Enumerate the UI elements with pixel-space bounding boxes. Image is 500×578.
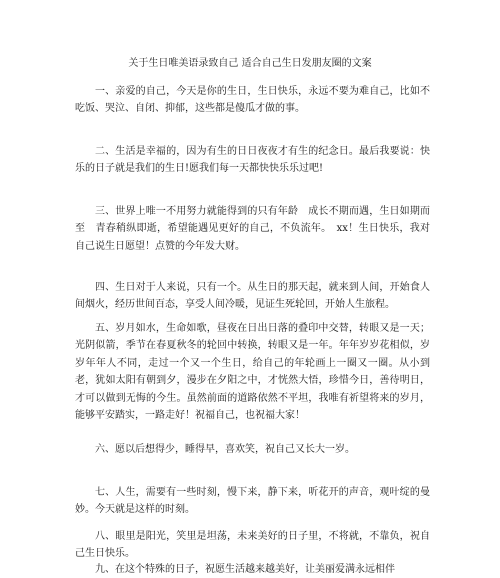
document-title: 关于生日唯美语录致自己 适合自己生日发朋友圈的文案 (128, 58, 372, 69)
paragraph-6: 六、愿以后想得少，睡得早，喜欢笑，祝自己又长大一岁。 (95, 444, 355, 455)
paragraph-4: 四、生日对于人来说，只有一个。从生日的那天起，就来到人间，开始食人间烟火，经历世间百态，享受人间冷暖，见证生死轮回，开始人生旅程。 (75, 282, 430, 311)
paragraph-5: 五、岁月如水，生命如歌，昼夜在日出日落的叠印中交替，转眼又是一天；光阴似箭，季节在春夏秋冬的轮回中转换，转眼又是一年。年年岁岁花相似，岁岁年年人不同，走过一个又一个生日，给自己的年轮画上一圈又一圈。从小到老，犹如太阳有朝到夕，漫步在夕阳之中，才恍然大悟，珍惜今日，善待明日，才可以做到无悔的今生。虽然前面的道路依然不平坦，我唯有祈望将来的岁月，能够平安踏实，一路走好！祝福自己，也祝福大家！ (75, 323, 430, 422)
paragraph-3: 三、世界上唯一不用努力就能得到的只有年龄 成长不期而遇，生日如期而至 青春稍纵即逝，希望能遇见更好的自己，不负流年。 xx！生日快乐，我对自己说生日愿望！点赞的今年发大财。 (75, 206, 430, 252)
paragraph-9: 九、在这个特殊的日子，祝愿生活越来越美好，让美丽爱满永远相伴 (95, 564, 395, 575)
paragraph-7: 七、人生，需要有一些时刻，慢下来，静下来，听花开的声音，观叶绽的曼妙。今天就是这样的时刻。 (75, 487, 430, 516)
paragraph-2: 二、生活是幸福的，因为有生的日日夜夜才有生的纪念日。最后我要说：快乐的日子就是我们的生日!愿我们每一天都快快乐乐过吧! (75, 146, 430, 175)
paragraph-8: 八、眼里是阳光，笑里是坦荡，未来美好的日子里，不将就，不靠负，祝自己生日快乐。 (75, 531, 430, 560)
paragraph-1: 一、亲爱的自己，今天是你的生日，生日快乐，永远不要为难自己，比如不吃饭、哭泣、自闭、抑郁，这些都是傻瓜才做的事。 (75, 86, 430, 115)
